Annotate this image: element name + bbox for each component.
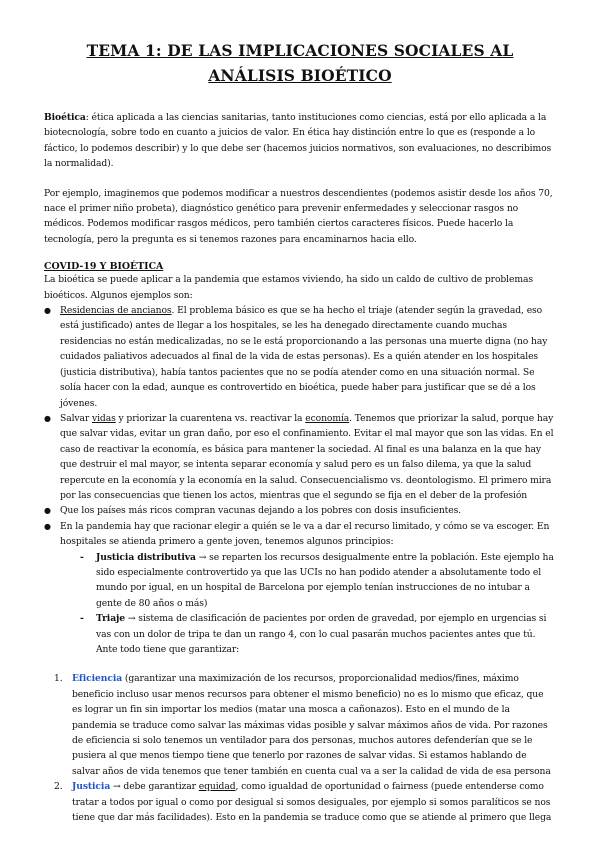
dash-label: Justicia distributiva	[96, 551, 196, 563]
bullet-label: Residencias de ancianos	[60, 305, 172, 317]
numbered-list	[44, 671, 556, 825]
item-label: Eficiencia	[72, 673, 123, 685]
bioetica-term: Bioética	[44, 112, 86, 123]
dash-text: → se reparten los recursos desigualmente entre la población. Este ejemplo ha sido especialmente controvertido ya que las UCIs no han podido atender a absolutamente todo el mundo por igual, en un hospital de Barcelona por ejemplo tenían instrucciones de no intubar a gente de 80 años o más)	[96, 551, 554, 609]
dash-item	[78, 550, 556, 612]
bullet-item	[44, 303, 556, 411]
bioetica-definition	[44, 110, 556, 172]
bullet-text: y priorizar la cuarentena vs. reactivar la	[115, 412, 306, 424]
bullet-text: Salvar	[60, 412, 92, 424]
bullet-item	[44, 411, 556, 503]
item-text: , como igualdad de oportunidad o fairness (puede entenderse como tratar a todos por igual o como por desigual si somos desiguales, por ejemplo si somos paralíticos se nos tiene que dar más facilidades). Esto en la pandemia se traduce como que se atiende al primero que llega	[72, 781, 552, 824]
numbered-item	[44, 671, 556, 779]
item-number: 2.	[54, 781, 63, 793]
item-text: (garantizar una maximización de los recursos, proporcionalidad medios/fines, máximo beneficio incluso usar menos recursos para obtener el mismo beneficio) no es lo mismo que eficaz, que es lograr un fin sin importar los medios (matar una mosca a cañonazos). Esto en el mundo de la pandemia se traduce como salvar las máximas vidas posible y salvar máximos años de vida. Por razones de eficiencia si solo tenemos un ventilador para dos personas, muchos autores defenderían que se le pusiera al que menos tiempo tiene que tenerlo por razones de salvar vidas. Si estamos hablando de salvar años de vida tenemos que tener también en cuenta cual va a ser la calidad de vida de esa persona	[72, 673, 551, 777]
section-heading: COVID-19 Y BIOÉTICA	[44, 261, 164, 273]
item-number: 1.	[54, 673, 63, 685]
dash-label: Triaje	[96, 613, 126, 625]
section-intro: La bioética se puede aplicar a la pandemia que estamos viviendo, ha sido un caldo de cultivo de problemas bioéticos. Algunos ejemplos son:	[44, 274, 533, 301]
item-underlined: equidad	[198, 781, 236, 793]
item-label: Justicia	[72, 781, 111, 793]
bullet-item	[44, 519, 556, 658]
bullet-text: . Tenemos que priorizar la salud, porque hay que salvar vidas, evitar un gran daño, por eso el confinamiento. Evitar el mal mayor que son las vidas. En el caso de reactivar la economía, es básica para mantener la sociedad. Al final es una balanza en la que hay que destruir el mal mayor, se intenta separar economía y salud pero es un falso dilema, ya que la salud repercute en la economía y la economía en la salud. Consecuencialismo vs. deontologismo. El primero mira por las consecuencias que tienen los actos, mientras que el segundo se fija en el deber de la profesión	[60, 412, 554, 501]
bullet-underlined: vidas	[92, 412, 116, 424]
bullet-text: En la pandemia hay que racionar elegir a quién se le va a dar el recurso limitado, y cómo se va escoger. En hospitales se atienda primero a gente joven, tenemos algunos principios:	[60, 520, 550, 548]
bullet-item: ● Que los países más ricos compran vacunas dejando a los pobres con dosis insuficientes.	[44, 503, 556, 518]
page-title: TEMA 1: DE LAS IMPLICACIONES SOCIALES AL ANÁLISIS BIOÉTICO	[86, 41, 514, 85]
example-paragraph: Por ejemplo, imaginemos que podemos modificar a nuestros descendientes (podemos asistir desde los años 70, nace el primer niño probeta), diagnóstico genético para prevenir enfermedades y seleccionar rasgos no médicos. Podemos modificar rasgos médicos, pero también ciertos caracteres físicos. Puede hacerlo la tecnología, pero la pregunta es si tenemos razones para encaminarnos hacia ello.	[44, 187, 553, 245]
bullet-list	[44, 303, 556, 657]
bioetica-text: : ética aplicada a las ciencias sanitarias, tanto instituciones como ciencias, está por ello aplicada a la biotecnología, sobre todo en cuanto a juicios de valor. En ética hay distinción entre lo que es (responde a lo fáctico, lo podemos describir) y lo que debe ser (hacemos juicios normativos, son evaluaciones, no describimos la normalidad).	[44, 112, 552, 170]
bullet-text: . El problema básico es que se ha hecho el triaje (atender según la gravedad, eso está justificado) antes de llegar a los hospitales, se les ha denegado directamente cuando muchas residencias no están medicalizadas, no se le está proporcionando a las personas una muerte digna (no hay cuidados paliativos adecuados al final de la vida de estas personas). Es a quién atender en los hospitales (justicia distributiva), había tantos pacientes que no se podía atender como en una situación normal. Se solía hacer con la edad, aunque es controvertido en bioética, puede haber para justificar que se dé a los jóvenes.	[60, 305, 548, 409]
dash-list	[60, 550, 556, 658]
numbered-item	[44, 779, 556, 825]
item-text: → debe garantizar	[110, 781, 199, 793]
dash-item	[78, 611, 556, 657]
bullet-underlined: economía	[305, 412, 350, 424]
dash-text: → sistema de clasificación de pacientes por orden de gravedad, por ejemplo en urgencias si vas con un dolor de tripa te dan un rango 4, con lo cual pasarán muchos pacientes antes que tú. Ante todo tiene que garantizar:	[96, 613, 547, 655]
